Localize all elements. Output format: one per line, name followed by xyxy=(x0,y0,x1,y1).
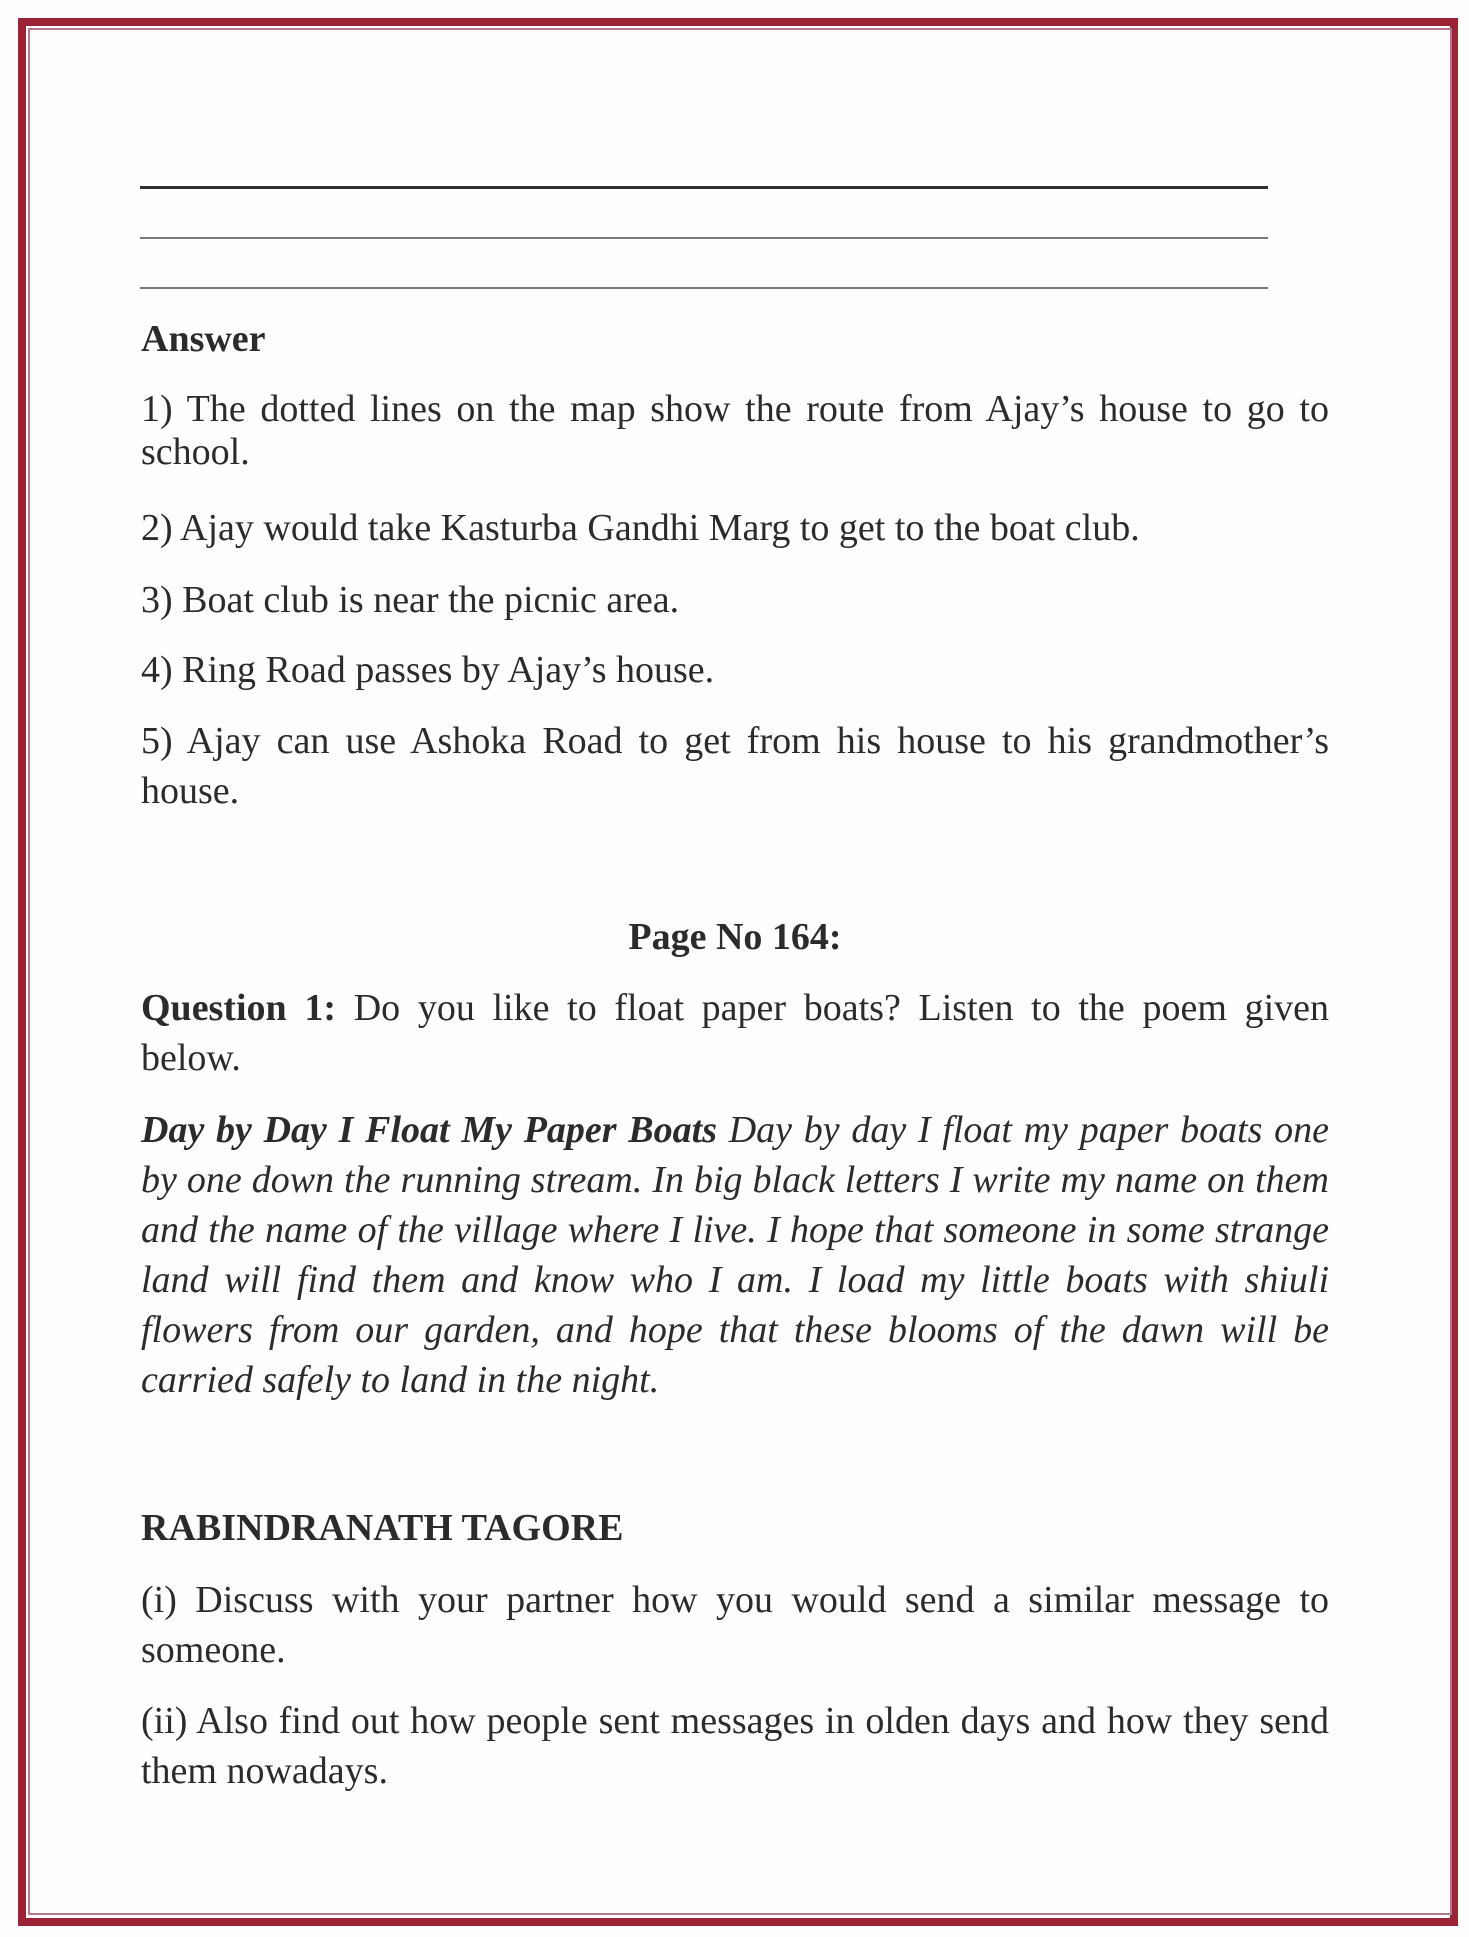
poem-text: Day by day I float my paper boats one by one down the running stream. In big black letters I write my name on them and the name of the village where I live. I hope that someone in some strange land will find them and know who I am. I load my little boats with shiuli flowers from our garden, and hope that these blooms of the dawn will be carried safely to land in the night. xyxy=(141,1109,1329,1401)
task-2: (ii) Also find out how people sent messages in olden days and how they send them nowadays. xyxy=(141,1700,1329,1792)
question-label: Question 1: xyxy=(141,987,337,1029)
task-1: (i) Discuss with your partner how you would send a similar message to someone. xyxy=(141,1579,1329,1671)
poem-author: RABINDRANATH TAGORE xyxy=(141,1507,624,1549)
answer-blank-line-2 xyxy=(140,237,1268,239)
answer-heading: Answer xyxy=(141,318,266,360)
answer-item-3: 3) Boat club is near the picnic area. xyxy=(141,579,680,621)
answer-item-5: 5) Ajay can use Ashoka Road to get from his house to his grandmother’s house. xyxy=(141,720,1329,812)
poem-title: Day by Day I Float My Paper Boats xyxy=(141,1109,717,1151)
answer-item-4: 4) Ring Road passes by Ajay’s house. xyxy=(141,649,715,691)
page-number-heading: Page No 164: xyxy=(628,916,842,958)
answer-blank-line-1 xyxy=(140,186,1268,189)
answer-item-1: 1) The dotted lines on the map show the route from Ajay’s house to go to school. xyxy=(141,388,1329,473)
question-1 xyxy=(141,983,1329,1083)
poem xyxy=(141,1105,1329,1405)
answer-blank-line-3 xyxy=(140,287,1268,289)
question-text: Do you like to float paper boats? Listen to the poem given below. xyxy=(141,987,1329,1079)
answer-item-2: 2) Ajay would take Kasturba Gandhi Marg to get to the boat club. xyxy=(141,507,1140,549)
